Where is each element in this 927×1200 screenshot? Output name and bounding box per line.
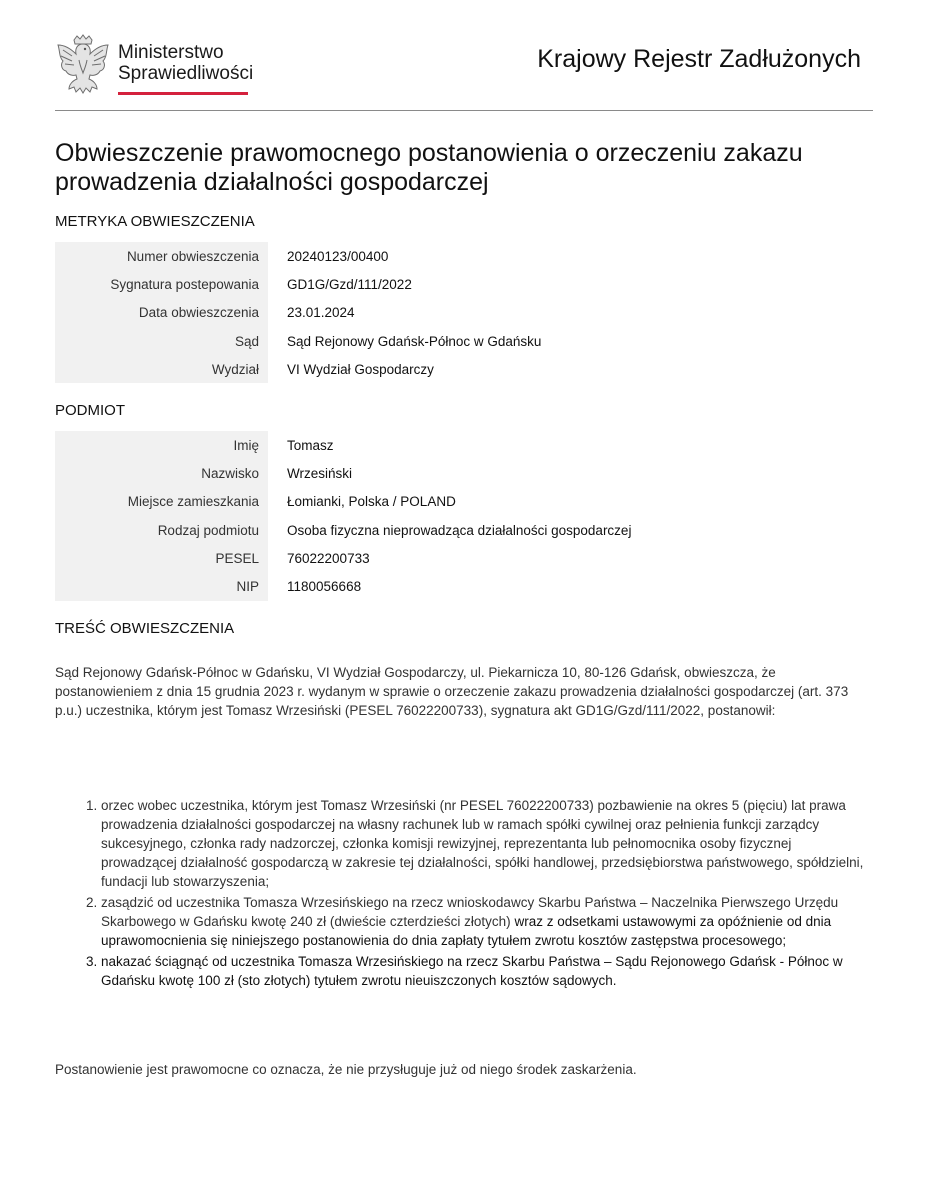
field-label: Wydział xyxy=(55,355,268,383)
field-label: PESEL xyxy=(55,544,268,572)
list-item xyxy=(101,952,870,990)
table-row xyxy=(55,544,631,572)
notice-intro: Sąd Rejonowy Gdańsk-Północ w Gdańsku, VI Wydział Gospodarczy, ul. Piekarnicza 10, 80-126 Gdańsk, obwieszcza, że postanowieniem z dnia 15 grudnia 2023 r. wydanym w sprawie o orzeczenie zakazu prowadzenia działalności gospodarczej (art. 373 p.u.) uczestnika, którym jest Tomasz Wrzesiński (PESEL 76022200733), sygnatura akt GD1G/Gzd/111/2022, postanowił: xyxy=(55,665,849,718)
logo-accent-bar xyxy=(118,92,248,95)
notice-closing: Postanowienie jest prawomocne co oznacza, że nie przysługuje już od niego środek zaskarżenia. xyxy=(55,1062,637,1077)
list-item xyxy=(101,893,870,950)
section-heading-podmiot: PODMIOT xyxy=(55,402,125,419)
table-row xyxy=(55,327,541,355)
field-label: Rodzaj podmiotu xyxy=(55,516,268,544)
field-value: Łomianki, Polska / POLAND xyxy=(287,494,456,510)
registry-title: Krajowy Rejestr Zadłużonych xyxy=(537,45,861,73)
field-value: Sąd Rejonowy Gdańsk-Północ w Gdańsku xyxy=(287,333,542,349)
field-value: Tomasz xyxy=(287,437,334,453)
field-label: Data obwieszczenia xyxy=(55,299,268,327)
field-label: Numer obwieszczenia xyxy=(55,242,268,270)
field-value: 23.01.2024 xyxy=(287,305,355,321)
list-item-text: nakazać ściągnąć od uczestnika Tomasza Wrzesińskiego na rzecz Skarbu Państwa – Sądu Rejonowego Gdańsk - Północ w Gdańsku kwotę 100 zł (sto złotych) tytułem zwrotu nieuiszczonych kosztów sądowych. xyxy=(101,954,843,988)
field-label: NIP xyxy=(55,572,268,600)
decision-list xyxy=(55,796,870,992)
table-row xyxy=(55,516,631,544)
list-item-text: zasądzić od uczestnika Tomasza Wrzesińskiego na rzecz wnioskodawcy Skarbu Państwa – Naczelnika Pierwszego Urzędu Skarbowego w Gdańsku kwotę 240 zł (dwieście czterdzieści złotych) xyxy=(101,895,839,929)
section-heading-metryka: METRYKA OBWIESZCZENIA xyxy=(55,213,255,230)
field-label: Imię xyxy=(55,431,268,459)
list-item-text-continued: wraz z odsetkami ustawowymi za opóźnienie od dnia uprawomocnienia się niniejszego postanowienia do dnia zapłaty tytułem zwrotu kosztów zastępstwa procesowego; xyxy=(101,914,832,948)
ministry-logo xyxy=(55,34,255,96)
podmiot-table xyxy=(55,431,631,601)
page-header xyxy=(55,28,873,111)
list-item xyxy=(101,796,870,891)
table-row xyxy=(55,242,541,270)
field-value: GD1G/Gzd/111/2022 xyxy=(287,276,412,292)
table-row xyxy=(55,299,541,327)
table-row xyxy=(55,488,631,516)
metryka-table xyxy=(55,242,541,383)
field-label: Sąd xyxy=(55,327,268,355)
field-value: Osoba fizyczna nieprowadząca działalności gospodarczej xyxy=(287,522,632,538)
field-value: 20240123/00400 xyxy=(287,248,389,264)
ministry-name xyxy=(118,42,253,84)
field-value: Wrzesiński xyxy=(287,465,353,481)
table-row xyxy=(55,431,631,459)
polish-eagle-icon xyxy=(55,34,111,96)
field-value: VI Wydział Gospodarczy xyxy=(287,361,434,377)
field-label: Miejsce zamieszkania xyxy=(55,488,268,516)
field-label: Sygnatura postepowania xyxy=(55,270,268,298)
table-row xyxy=(55,270,541,298)
table-row xyxy=(55,459,631,487)
field-label: Nazwisko xyxy=(55,459,268,487)
list-item-text: orzec wobec uczestnika, którym jest Tomasz Wrzesiński (nr PESEL 76022200733) pozbawienie na okres 5 (pięciu) lat prawa prowadzenia działalności gospodarczej na własny rachunek lub w ramach spółki cywilnej oraz pełnienia funkcji zarządcy sukcesyjnego, członka rady nadzorczej, członka komisji rewizyjnej, reprezentanta lub pełnomocnika osoby fizycznej prowadzącej działalność gospodarczą w zakresie tej działalności, spółki handlowej, przedsiębiorstwa państwowego, spółdzielni, fundacji lub stowarzyszenia; xyxy=(101,798,864,889)
table-row xyxy=(55,572,631,600)
ministry-name-line1: Ministerstwo xyxy=(118,42,224,63)
field-value: 76022200733 xyxy=(287,550,370,566)
section-heading-tresc: TREŚĆ OBWIESZCZENIA xyxy=(55,620,235,637)
field-value: 1180056668 xyxy=(287,579,362,595)
ministry-name-line2: Sprawiedliwości xyxy=(118,63,254,84)
page-title: Obwieszczenie prawomocnego postanowienia o orzeczeniu zakazu prowadzenia działalności gospodarczej xyxy=(55,139,803,196)
table-row xyxy=(55,355,541,383)
